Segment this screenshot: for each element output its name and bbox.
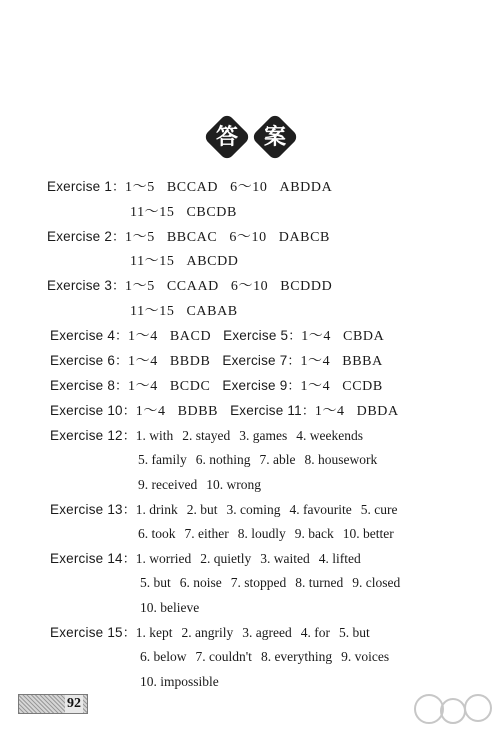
separator: ： [122, 502, 136, 517]
fill-in-answer: 9. received [138, 477, 198, 492]
fill-in-answer: 5. but [140, 575, 171, 590]
exercise-2-line-1 [47, 229, 330, 246]
answer-range: 6～10 [229, 230, 267, 245]
separator: ： [287, 353, 301, 368]
answer-letters: CCDB [342, 379, 383, 394]
heading-char-2: 案 [263, 124, 286, 150]
exercise-6-7-line [50, 353, 383, 370]
answers-heading [203, 113, 299, 161]
exercise-14-line-1 [50, 551, 361, 567]
fill-in-answer: 6. nothing [195, 452, 251, 467]
exercise-12-line-1 [50, 428, 363, 444]
exercise-label: Exercise 11 [230, 403, 302, 418]
separator: ： [115, 353, 129, 368]
answer-letters: CCAAD [166, 279, 219, 294]
exercise-label: Exercise 10 [50, 403, 123, 418]
answer-letters: BCDDD [280, 279, 333, 294]
answer-range: 11～15 [130, 254, 175, 269]
fill-in-answer: 4. for [300, 625, 330, 640]
exercise-label: Exercise 15 [50, 625, 123, 640]
exercise-2-line-2 [130, 253, 239, 270]
exercise-3-line-2 [130, 303, 238, 320]
answer-range: 1～4 [301, 329, 332, 344]
exercise-12-line-3 [138, 477, 261, 493]
answer-range: 1～5 [125, 180, 155, 195]
fill-in-answer: 8. turned [295, 575, 344, 590]
exercise-label: Exercise 5 [223, 328, 289, 343]
separator: ： [112, 229, 126, 244]
fill-in-answer: 5. cure [360, 502, 398, 517]
watermark-logo [410, 688, 492, 728]
fill-in-answer: 5. but [338, 625, 370, 640]
exercise-15-line-1 [50, 625, 370, 641]
exercise-3-line-1 [47, 278, 332, 295]
exercise-label: Exercise 6 [50, 353, 116, 368]
fill-in-answer: 4. lifted [318, 551, 361, 566]
fill-in-answer: 8. everything [260, 649, 333, 664]
answer-range: 1～5 [125, 279, 155, 294]
exercise-label: Exercise 4 [50, 328, 116, 343]
exercise-label: Exercise 3 [47, 278, 113, 293]
separator: ： [122, 428, 136, 443]
exercise-14-line-3 [140, 600, 199, 616]
answer-letters: BBCAC [166, 230, 218, 245]
separator: ： [112, 278, 126, 293]
separator: ： [115, 378, 129, 393]
exercise-label: Exercise 1 [47, 179, 113, 194]
exercise-1-line-1 [47, 179, 332, 196]
exercise-1-line-2 [130, 204, 237, 221]
fill-in-answer: 7. stopped [230, 575, 287, 590]
fill-in-answer: 2. quietly [200, 551, 252, 566]
fill-in-answer: 2. but [186, 502, 218, 517]
fill-in-answer: 3. waited [260, 551, 310, 566]
answer-letters: BBBA [342, 354, 383, 369]
answer-range: 1～5 [125, 230, 155, 245]
fill-in-answer: 10. better [342, 526, 394, 541]
answer-range: 1～4 [128, 354, 158, 369]
exercise-label: Exercise 13 [50, 502, 123, 517]
separator: ： [288, 328, 302, 343]
answer-letters: BACD [169, 329, 212, 344]
fill-in-answer: 7. able [259, 452, 296, 467]
separator: ： [287, 378, 301, 393]
answer-letters: BDBB [177, 404, 219, 419]
exercise-label: Exercise 7 [222, 353, 288, 368]
exercise-14-line-2 [140, 575, 400, 591]
answer-range: 1～4 [300, 354, 331, 369]
separator: ： [122, 551, 136, 566]
exercise-label: Exercise 2 [47, 229, 113, 244]
fill-in-answer: 6. noise [179, 575, 222, 590]
answer-range: 1～4 [300, 379, 331, 394]
fill-in-answer: 4. favourite [289, 502, 352, 517]
answer-range: 1～4 [128, 379, 158, 394]
answer-range: 1～4 [135, 404, 166, 419]
page-number: 92 [67, 696, 81, 711]
page-number-tab [18, 694, 88, 714]
exercise-10-11-line [50, 403, 399, 420]
separator: ： [112, 179, 126, 194]
exercise-4-5-line [50, 328, 384, 345]
fill-in-answer: 6. below [140, 649, 187, 664]
answer-letters: ABDDA [279, 180, 333, 195]
fill-in-answer: 9. closed [352, 575, 401, 590]
exercise-15-line-2 [140, 649, 389, 665]
separator: ： [122, 403, 136, 418]
fill-in-answer: 7. couldn't [195, 649, 252, 664]
fill-in-answer: 6. took [138, 526, 176, 541]
answer-letters: DBDA [356, 404, 399, 419]
heading-char-1: 答 [215, 124, 238, 150]
answer-letters: BCDC [169, 379, 211, 394]
exercise-8-9-line [50, 378, 383, 395]
fill-in-answer: 4. weekends [296, 428, 363, 443]
answer-range: 6～10 [230, 180, 268, 195]
answer-letters: BCCAD [166, 180, 219, 195]
separator: ： [301, 403, 315, 418]
exercise-label: Exercise 9 [222, 378, 288, 393]
answer-range: 11～15 [130, 304, 175, 319]
answer-letters: CABAB [186, 304, 238, 319]
answer-letters: CBDA [343, 329, 385, 344]
fill-in-answer: 1. with [135, 428, 174, 443]
fill-in-answer: 10. believe [140, 600, 200, 615]
exercise-13-line-1 [50, 502, 397, 518]
fill-in-answer: 1. drink [135, 502, 178, 517]
exercise-15-line-3 [140, 674, 219, 690]
separator: ： [115, 328, 129, 343]
fill-in-answer: 8. housework [304, 452, 378, 467]
fill-in-answer: 1. kept [135, 625, 173, 640]
separator: ： [122, 625, 136, 640]
exercise-label: Exercise 8 [50, 378, 116, 393]
exercise-13-line-2 [138, 526, 394, 542]
fill-in-answer: 1. worried [135, 551, 192, 566]
fill-in-answer: 9. voices [341, 649, 390, 664]
answer-letters: CBCDB [186, 205, 237, 220]
fill-in-answer: 10. impossible [140, 674, 219, 689]
fill-in-answer: 2. angrily [181, 625, 234, 640]
fill-in-answer: 3. agreed [242, 625, 292, 640]
fill-in-answer: 3. games [239, 428, 288, 443]
fill-in-answer: 3. coming [226, 502, 281, 517]
exercise-label: Exercise 12 [50, 428, 123, 443]
answer-range: 1～4 [128, 329, 158, 344]
fill-in-answer: 2. stayed [182, 428, 231, 443]
answer-range: 6～10 [230, 279, 269, 294]
fill-in-answer: 5. family [138, 452, 187, 467]
fill-in-answer: 7. either [184, 526, 229, 541]
answer-letters: BBDB [169, 354, 211, 369]
answer-range: 1～4 [314, 404, 345, 419]
fill-in-answer: 8. loudly [237, 526, 286, 541]
exercise-label: Exercise 14 [50, 551, 123, 566]
answer-letters: DABCB [278, 230, 330, 245]
fill-in-answer: 9. back [294, 526, 334, 541]
exercise-12-line-2 [138, 452, 377, 468]
answer-letters: ABCDD [186, 254, 239, 269]
fill-in-answer: 10. wrong [206, 477, 261, 492]
answer-range: 11～15 [130, 205, 175, 220]
